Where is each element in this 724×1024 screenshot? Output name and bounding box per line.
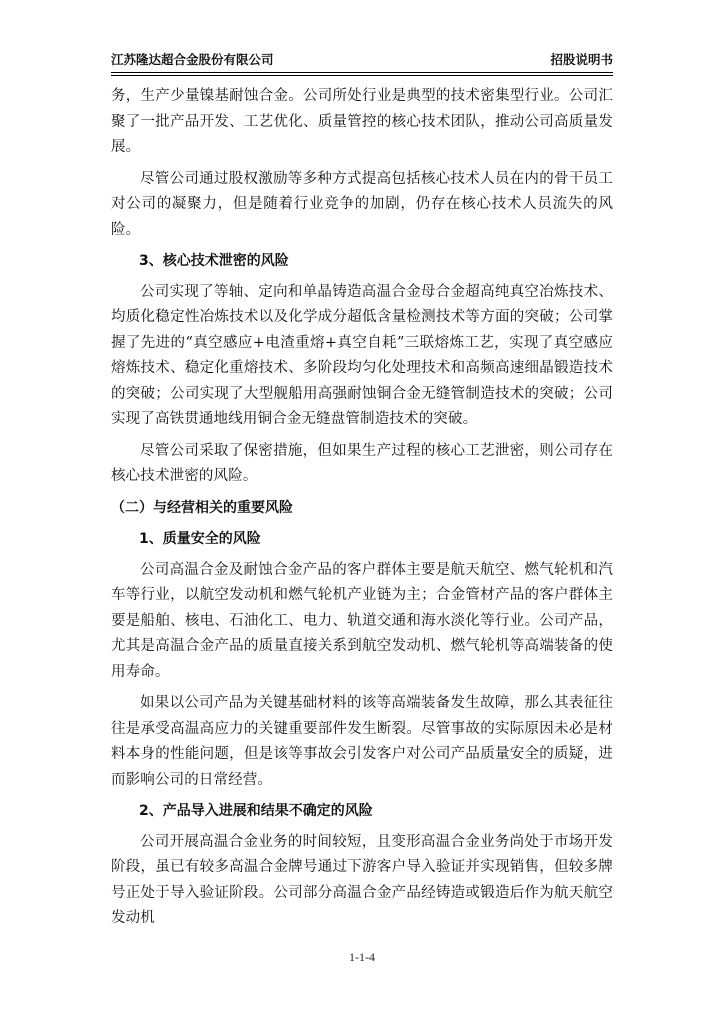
section-heading-quality-risk: 1、质量安全的风险 [139, 531, 261, 547]
header-rule-thin [111, 75, 613, 76]
paragraph: 尽管公司采取了保密措施，但如果生产过程的核心工艺泄密，则公司存在核心技术泄密的风险。 [111, 442, 613, 484]
paragraph: 公司开展高温合金业务的时间较短，且变形高温合金业务尚处于市场开发阶段，虽已有较多高温合金牌号通过下游客户导入验证并实现销售，但较多牌号正处于导入验证阶段。公司部分高温合金产品经铸造或锻造后作为航天航空发动机 [111, 833, 613, 926]
header-rule-thick [111, 72, 613, 73]
page-body [111, 84, 613, 932]
paragraph: 公司实现了等轴、定向和单晶铸造高温合金母合金超高纯真空冶炼技术、均质化稳定性冶炼技术以及化学成分超低含量检测技术等方面的突破；公司掌握了先进的“真空感应+电渣重熔+真空自耗”三联熔炼工艺，实现了真空感应熔炼技术、稳定化重熔技术、多阶段均匀化处理技术和高频高速细晶锻造技术的突破；公司实现了大型舰船用高强耐蚀铜合金无缝管制造技术的突破；公司实现了高铁贯通地线用铜合金无缝盘管制造技术的突破。 [111, 283, 613, 427]
header-company-name: 江苏隆达超合金股份有限公司 [111, 52, 274, 67]
section-heading-core-tech-leak: 3、核心技术泄密的风险 [139, 253, 289, 269]
section-heading-operation-risks: （二）与经营相关的重要风险 [111, 499, 293, 516]
page-header [111, 48, 613, 72]
page-number: 1-1-4 [349, 950, 375, 964]
paragraph: 尽管公司通过股权激励等多种方式提高包括核心技术人员在内的骨干员工对公司的凝聚力，但是随着行业竞争的加剧，仍存在核心技术人员流失的风险。 [111, 170, 613, 238]
header-document-type: 招股说明书 [550, 52, 613, 67]
paragraph: 公司高温合金及耐蚀合金产品的客户群体主要是航天航空、燃气轮机和汽车等行业，以航空发动机和燃气轮机产业链为主；合金管材产品的客户群体主要是船舶、核电、石油化工、电力、轨道交通和海水淡化等行业。公司产品，尤其是高温合金产品的质量直接关系到航空发动机、燃气轮机等高端装备的使用寿命。 [111, 561, 613, 680]
section-heading-product-import-risk: 2、产品导入进展和结果不确定的风险 [139, 803, 373, 819]
paragraph: 如果以公司产品为关键基础材料的该等高端装备发生故障，那么其表征往往是承受高温高应力的关键重要部件发生断裂。尽管事故的实际原因未必是材料本身的性能问题，但是该等事故会引发客户对公司产品质量安全的质疑，进而影响公司的日常经营。 [111, 695, 613, 788]
paragraph: 务，生产少量镍基耐蚀合金。公司所处行业是典型的技术密集型行业。公司汇聚了一批产品开发、工艺优化、质量管控的核心技术团队，推动公司高质量发展。 [111, 88, 613, 155]
